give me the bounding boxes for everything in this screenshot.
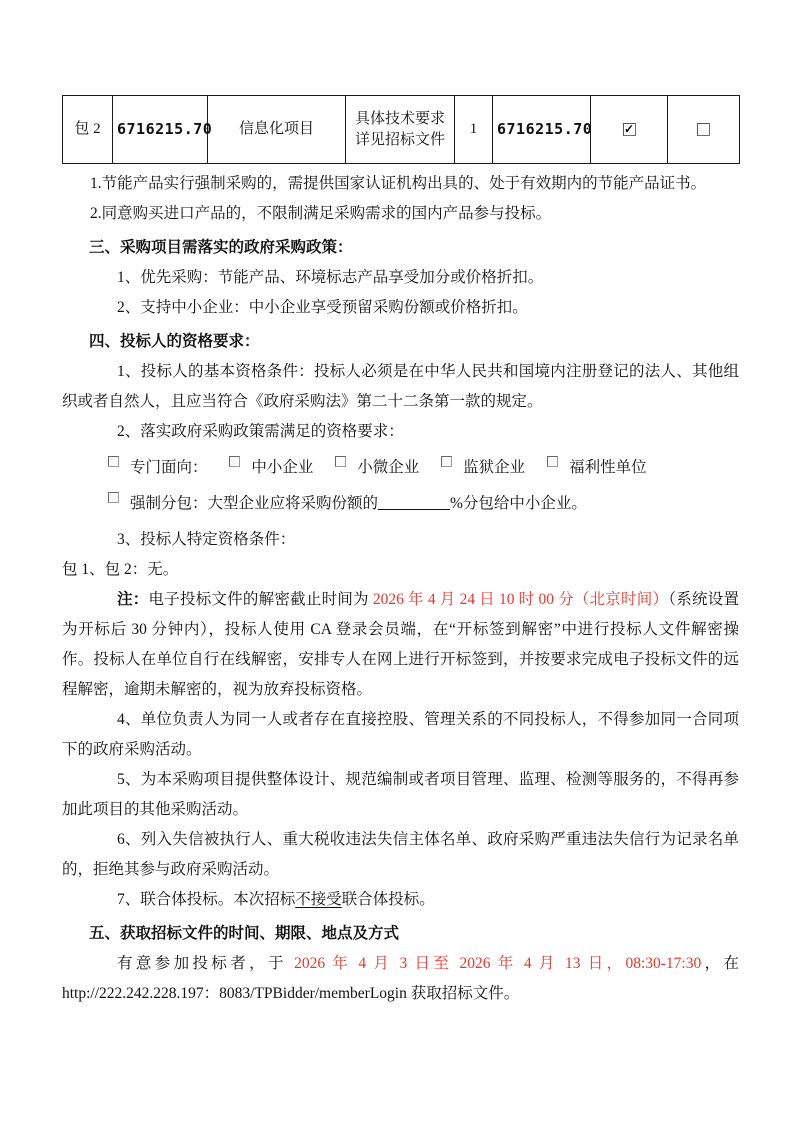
welfare-unit-checkbox[interactable]: [547, 456, 558, 467]
obtain-text-after: ，在 http://222.242.228.197：8083/TPBidder/memberLogin 获取招标文件。: [62, 955, 739, 1002]
note-text-before: 电子投标文件的解密截止时间为: [148, 591, 373, 608]
not-accepted-underlined: 不接受: [295, 891, 342, 908]
checkbox-cell-checked: [591, 96, 668, 164]
mandatory-subcontract-checkbox[interactable]: [108, 492, 119, 503]
subcontract-prefix: 强制分包：大型企业应将采购份额的: [130, 495, 379, 512]
eligibility-checkbox-row: [62, 453, 739, 483]
dedicated-label: 专门面向：: [130, 459, 208, 476]
section3-item2: 2、支持中小企业：中小企业享受预留采购份额或价格折扣。: [117, 299, 528, 316]
section3-heading: 三、采购项目需落实的政府采购政策：: [89, 239, 353, 256]
sme-label: 中小企业: [251, 459, 314, 476]
blank-underline: [378, 495, 450, 510]
section4-item3: 3、投标人特定资格条件：: [117, 531, 296, 548]
note-label: 注：: [117, 591, 149, 608]
section4-item7: [62, 885, 739, 915]
subcontract-suffix: %分包给中小企业。: [450, 495, 587, 512]
checked-checkbox-icon[interactable]: ✓: [623, 122, 635, 137]
section4-item4: 4、单位负责人为同一人或者存在直接控股、管理关系的不同投标人，不得参加同一合同项下的政府采购活动。: [62, 711, 739, 758]
checkbox-cell-unchecked: [668, 96, 740, 164]
section4-heading: 四、投标人的资格要求：: [89, 333, 260, 350]
prison-enterprise-checkbox[interactable]: [441, 456, 452, 467]
document-body: [62, 169, 739, 1009]
dedicated-checkbox[interactable]: [108, 456, 119, 467]
procurement-lot-table: [62, 95, 740, 164]
subcontract-checkbox-row: [62, 489, 739, 519]
budget-amount-cell: 6716215.70: [113, 96, 208, 164]
spec-requirement-cell: 具体技术要求详见招标文件: [346, 96, 455, 164]
note-text-after: （系统设置为开标后 30 分钟内），投标人使用 CA 登录会员端，在“开标签到解密”中进行投标人文件解密操作。投标人在单位自行在线解密，安排专人在网上进行开标签到，并按要求完成电子投标文件的远程解密，逾期未解密的，视为放弃投标资格。: [62, 591, 739, 698]
section5-paragraph: [62, 949, 739, 1009]
section5-heading: 五、获取招标文件的时间、期限、地点及方式: [89, 925, 400, 942]
obtain-text-before: 有意参加投标者，于: [117, 955, 295, 972]
prison-enterprise-label: 监狱企业: [463, 459, 526, 476]
note-energy-products: 1.节能产品实行强制采购的，需提供国家认证机构出具的、处于有效期内的节能产品证书。: [90, 175, 707, 192]
package-cell: 包 2: [63, 96, 113, 164]
obtain-period: 2026 年 4 月 3 日至 2026 年 4 月 13 日，08:30-17:30: [294, 955, 702, 972]
micro-enterprise-label: 小微企业: [357, 459, 420, 476]
unchecked-checkbox-icon[interactable]: [697, 123, 710, 136]
section4-item1: 1、投标人的基本资格条件：投标人必须是在中华人民共和国境内注册登记的法人、其他组织或者自然人，且应当符合《政府采购法》第二十二条第一款的规定。: [62, 363, 739, 410]
section4-item3-detail: 包 1、包 2：无。: [62, 561, 179, 578]
micro-enterprise-checkbox[interactable]: [335, 456, 346, 467]
section4-item6: 6、列入失信被执行人、重大税收违法失信主体名单、政府采购严重违法失信行为记录名单的，拒绝其参与政府采购活动。: [62, 831, 739, 878]
control-price-cell: 6716215.70: [493, 96, 591, 164]
section3-item1: 1、优先采购：节能产品、环境标志产品享受加分或价格折扣。: [117, 269, 544, 286]
table-row: [63, 96, 740, 164]
sme-checkbox[interactable]: [229, 456, 240, 467]
item7-text-after: 联合体投标。: [341, 891, 435, 908]
welfare-unit-label: 福利性单位: [569, 459, 647, 476]
section4-item5: 5、为本采购项目提供整体设计、规范编制或者项目管理、监理、检测等服务的，不得再参加此项目的其他采购活动。: [62, 771, 739, 818]
quantity-cell: 1: [455, 96, 493, 164]
section4-item2: 2、落实政府采购政策需满足的资格要求：: [117, 423, 404, 440]
note-imported-products: 2.同意购买进口产品的，不限制满足采购需求的国内产品参与投标。: [90, 205, 552, 222]
decryption-note: [62, 585, 739, 705]
project-name-cell: 信息化项目: [208, 96, 346, 164]
decryption-deadline: 2026 年 4 月 24 日 10 时 00 分（北京时间）: [372, 591, 669, 608]
item7-text-before: 7、联合体投标。本次招标: [117, 891, 296, 908]
